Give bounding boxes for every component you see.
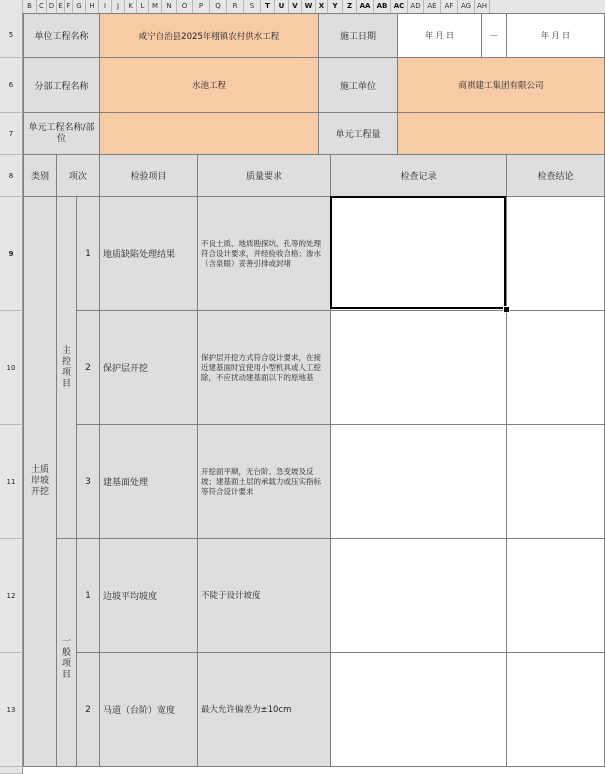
column-header-u[interactable]: U: [275, 0, 289, 13]
row-header-11[interactable]: 11: [0, 425, 23, 539]
check-item-1[interactable]: 地质缺陷处理结果: [100, 197, 198, 311]
col-check-item[interactable]: 检验项目: [100, 155, 198, 197]
element-project-label[interactable]: 单元工程名称/部位: [24, 113, 100, 155]
check-item-4[interactable]: 边坡平均坡度: [100, 539, 198, 653]
column-header-x[interactable]: X: [316, 0, 328, 13]
select-all-corner[interactable]: [0, 0, 23, 13]
quality-req-1[interactable]: 不良土质、地质勘探坑、孔等的处理符合设计要求，并经验收合格；渗水（含泉眼）妥善引排或封堵: [198, 197, 331, 311]
column-header-l[interactable]: L: [137, 0, 149, 13]
column-header-ab[interactable]: AB: [374, 0, 391, 13]
column-header-ag[interactable]: AG: [458, 0, 475, 13]
column-header-o[interactable]: O: [177, 0, 193, 13]
group-general[interactable]: [57, 539, 77, 767]
column-header-af[interactable]: AF: [441, 0, 458, 13]
column-header-d[interactable]: D: [47, 0, 57, 13]
element-project-value[interactable]: [100, 113, 319, 155]
element-quantity-label[interactable]: 单元工程量: [319, 113, 398, 155]
column-header-s[interactable]: S: [244, 0, 261, 13]
column-header-ac[interactable]: AC: [391, 0, 408, 13]
date-start[interactable]: 年 月 日: [398, 14, 482, 58]
col-conclusion[interactable]: 检查结论: [507, 155, 605, 197]
row-header-7[interactable]: 7: [0, 113, 23, 155]
column-header-j[interactable]: J: [112, 0, 125, 13]
column-header-w[interactable]: W: [302, 0, 316, 13]
column-header-r[interactable]: R: [227, 0, 244, 13]
column-header-t[interactable]: T: [261, 0, 275, 13]
column-header-g[interactable]: G: [73, 0, 86, 13]
item-no-5[interactable]: 2: [77, 653, 100, 767]
column-header-i[interactable]: I: [99, 0, 112, 13]
column-header-v[interactable]: V: [289, 0, 302, 13]
check-item-5[interactable]: 马道（台阶）宽度: [100, 653, 198, 767]
column-header-bar: [0, 0, 605, 14]
column-header-e[interactable]: E: [57, 0, 65, 13]
row-header-10[interactable]: 10: [0, 311, 23, 425]
quality-req-4[interactable]: 不陡于设计坡度: [198, 539, 331, 653]
row-header-9[interactable]: 9: [0, 197, 23, 311]
row-header-5[interactable]: 5: [0, 13, 23, 58]
conclusion-4[interactable]: [507, 539, 605, 653]
quality-req-3[interactable]: 开挖面平顺，无台阶、急变坡及反坡；建基面土层的承载力或压实指标等符合设计要求: [198, 425, 331, 539]
row-header-14[interactable]: [0, 767, 23, 774]
group-main-text: 主控项目: [61, 345, 71, 389]
element-quantity-value[interactable]: [398, 113, 605, 155]
conclusion-2[interactable]: [507, 311, 605, 425]
column-header-aa[interactable]: AA: [357, 0, 374, 13]
construction-unit-label[interactable]: 施工单位: [319, 58, 398, 113]
column-header-n[interactable]: N: [162, 0, 177, 13]
date-separator: －: [482, 14, 507, 58]
date-end[interactable]: 年 月 日: [507, 14, 605, 58]
category-value[interactable]: [24, 197, 57, 767]
col-quality-req[interactable]: 质量要求: [198, 155, 331, 197]
column-header-k[interactable]: K: [125, 0, 137, 13]
sub-project-value[interactable]: 水池工程: [100, 58, 319, 113]
conclusion-5[interactable]: [507, 653, 605, 767]
row-header-6[interactable]: 6: [0, 58, 23, 113]
col-check-record[interactable]: 检查记录: [331, 155, 507, 197]
category-text: 土质岸坡开挖: [30, 465, 49, 497]
check-record-5[interactable]: [331, 653, 507, 767]
column-header-m[interactable]: M: [149, 0, 162, 13]
check-record-3[interactable]: [331, 425, 507, 539]
quality-req-5[interactable]: 最大允许偏差为±10cm: [198, 653, 331, 767]
column-header-ae[interactable]: AE: [424, 0, 441, 13]
item-no-4[interactable]: 1: [77, 539, 100, 653]
row-header-8[interactable]: 8: [0, 155, 23, 197]
column-header-b[interactable]: B: [23, 0, 37, 13]
column-header-z[interactable]: Z: [343, 0, 357, 13]
column-header-c[interactable]: C: [37, 0, 47, 13]
column-header-ad[interactable]: AD: [408, 0, 424, 13]
column-header-q[interactable]: Q: [210, 0, 227, 13]
column-header-y[interactable]: Y: [328, 0, 343, 13]
column-header-p[interactable]: P: [193, 0, 210, 13]
conclusion-1[interactable]: [507, 197, 605, 311]
selected-cell-outline: [330, 196, 506, 309]
row-header-12[interactable]: 12: [0, 539, 23, 653]
group-main-control[interactable]: [57, 197, 77, 539]
unit-project-label[interactable]: 单位工程名称: [24, 14, 100, 58]
item-no-1[interactable]: 1: [77, 197, 100, 311]
check-record-4[interactable]: [331, 539, 507, 653]
col-item-no[interactable]: 项次: [57, 155, 100, 197]
column-header-h[interactable]: H: [86, 0, 99, 13]
construction-date-label[interactable]: 施工日期: [319, 14, 398, 58]
check-item-3[interactable]: 建基面处理: [100, 425, 198, 539]
item-no-3[interactable]: 3: [77, 425, 100, 539]
fill-handle[interactable]: [503, 306, 510, 313]
unit-project-value[interactable]: 咸宁自治县2025年栩镇农村供水工程: [100, 14, 319, 58]
row-header-13[interactable]: 13: [0, 653, 23, 767]
col-category[interactable]: 类别: [24, 155, 57, 197]
column-header-ah[interactable]: AH: [475, 0, 490, 13]
item-no-2[interactable]: 2: [77, 311, 100, 425]
sub-project-label[interactable]: 分部工程名称: [24, 58, 100, 113]
quality-req-2[interactable]: 保护层开挖方式符合设计要求，在接近建基面时宜使用小型机具或人工挖除，不应扰动建基面以下的原地基: [198, 311, 331, 425]
conclusion-3[interactable]: [507, 425, 605, 539]
check-record-2[interactable]: [331, 311, 507, 425]
construction-unit-value[interactable]: 商祺建工集团有限公司: [398, 58, 605, 113]
group-general-text: 一般项目: [61, 637, 71, 680]
check-item-2[interactable]: 保护层开挖: [100, 311, 198, 425]
column-header-f[interactable]: F: [65, 0, 73, 13]
